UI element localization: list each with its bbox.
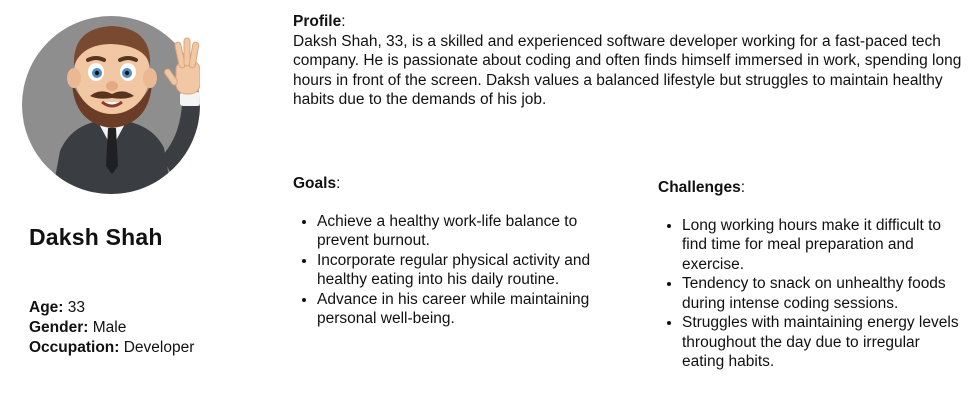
age-value: 33 [67, 299, 86, 316]
list-item: • Incorporate regular physical activity and healthy eating into his daily routine. [317, 251, 603, 290]
list-item: • Struggles with maintaining energy levels throughout the day due to irregular eating habits. [682, 313, 963, 372]
occupation-row [29, 338, 194, 358]
list-item: • Tendency to snack on unhealthy foods during intense coding sessions. [682, 274, 963, 313]
list-item: • Achieve a healthy work-life balance to prevent burnout. [317, 212, 603, 251]
persona-facts [29, 298, 194, 358]
goals-heading: Goals: [293, 175, 341, 192]
gender-row [29, 318, 194, 338]
persona-name: Daksh Shah [29, 224, 163, 250]
challenges-section [658, 178, 963, 372]
list-item: • Long working hours make it difficult to find time for meal preparation and exercise. [682, 216, 963, 275]
challenges-heading: Challenges: [658, 179, 746, 196]
challenges-list [658, 216, 963, 372]
avatar [22, 16, 200, 194]
age-label: Age: [29, 299, 64, 316]
gender-value: Male [92, 319, 127, 336]
gender-label: Gender: [29, 319, 89, 336]
occupation-value: Developer [123, 339, 195, 356]
profile-text: Daksh Shah, 33, is a skilled and experienced software developer working for a fast-paced tech company. He is passionate about coding and often finds himself immersed in work, spending long hours in front of the screen. Daksh values a balanced lifestyle but struggles to maintain healthy habits due to the demands of his job. [293, 32, 962, 108]
occupation-label: Occupation: [29, 339, 120, 356]
age-row [29, 298, 194, 318]
goals-list [293, 212, 603, 329]
profile-section [293, 12, 965, 110]
memoji-avatar-waving-icon [22, 16, 200, 194]
profile-heading: Profile: [293, 13, 346, 30]
goals-section [293, 174, 603, 329]
list-item: • Advance in his career while maintaining personal well-being. [317, 290, 603, 329]
